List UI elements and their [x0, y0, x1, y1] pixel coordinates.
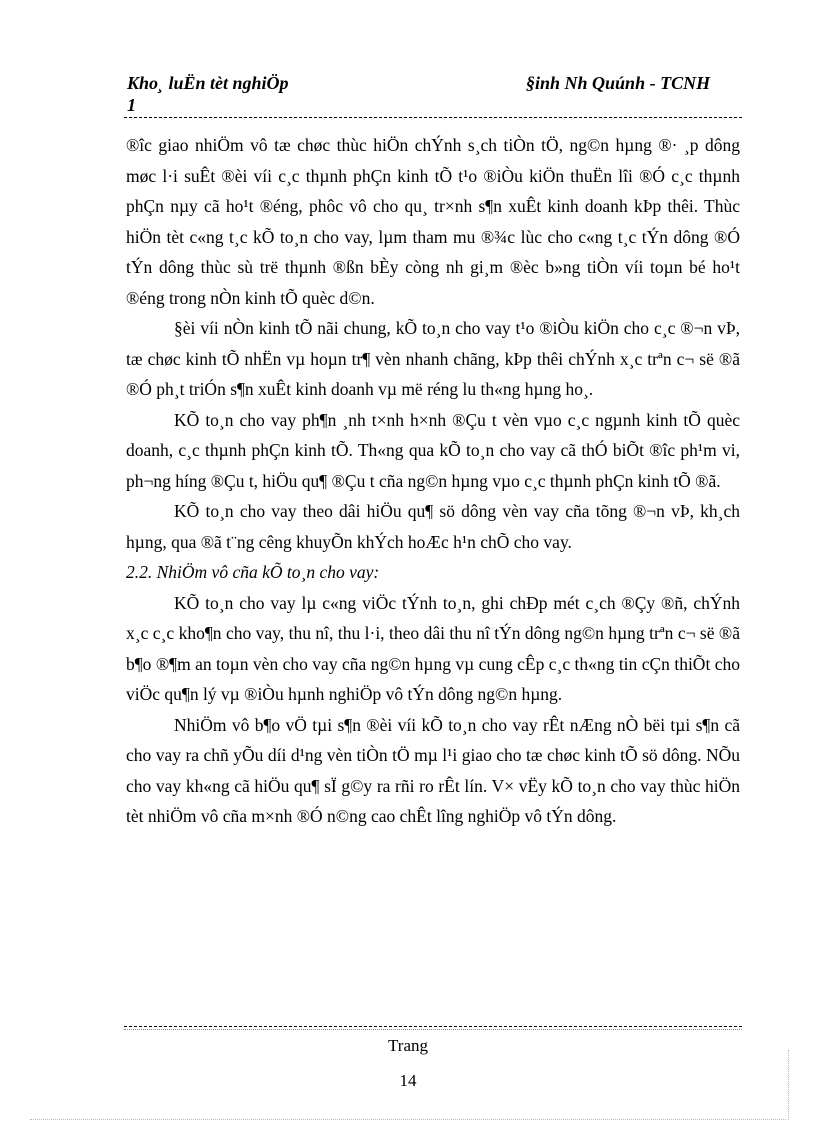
- page-corner-dotted: [788, 1050, 789, 1120]
- footer-label: Trang: [388, 1036, 428, 1055]
- paragraph: KÕ to¸n cho vay ph¶n ¸nh t×nh h×nh ®Çu t vèn vµo c¸c ngµnh kinh tÕ quèc doanh, c¸c thµnh phÇn kinh tÕ. Th«ng qua kÕ to¸n cho vay cã thÓ biÕt ®îc ph¹m vi, ph¬ng híng ®Çu t, hiÖu qu¶ ®Çu t cña ng©n hµng vµo c¸c thµnh phÇn kinh tÕ ®ã.: [126, 409, 740, 491]
- body-text: [126, 130, 740, 832]
- footer-divider-dotted: [124, 1029, 742, 1030]
- paragraph: §èi víi nÒn kinh tÕ nãi chung, kÕ to¸n cho vay t¹o ®iÒu kiÖn cho c¸c ®¬n vÞ, tæ chøc kinh tÕ nhËn vµ hoµn tr¶ vèn nhanh chãng, kÞp thêi chÝnh x¸c trªn c¬ së ®ã ®Ó ph¸t triÓn s¶n xuÊt kinh doanh vµ më réng lu th«ng hµng ho¸.: [126, 318, 740, 399]
- page-edge-dotted: [30, 1119, 786, 1120]
- page-number: 14: [399, 1071, 417, 1090]
- header-divider: [124, 117, 742, 118]
- paragraph: KÕ to¸n cho vay lµ c«ng viÖc tÝnh to¸n, ghi chÐp mét c¸ch ®Çy ®ñ, chÝnh x¸c c¸c kho¶n cho vay, thu nî, thu l·i, theo dâi thu nî tÝn dông ng©n hµng trªn c¬ së ®ã b¶o ®¶m an toµn vèn cho vay cña ng©n hµng vµ cung cÊp c¸c th«ng tin cÇn thiÕt cho viÖc qu¶n lý vµ ®iÒu hµnh nghiÖp vô tÝn dông ng©n hµng.: [126, 592, 740, 704]
- section-heading: 2.2. NhiÖm vô cña kÕ to¸n cho vay:: [126, 562, 380, 582]
- paragraph: ®îc giao nhiÖm vô tæ chøc thùc hiÖn chÝnh s¸ch tiÒn tÖ, ng©n hµng ®· ¸p dông møc l·i suÊt ®èi víi c¸c thµnh phÇn kinh tÕ t¹o ®iÒu kiÖn thuËn lîi ®Ó c¸c thµnh phÇn nµy cã ho¹t ®éng, phôc vô cho qu¸ tr×nh s¶n xuÊt kinh doanh kÞp thêi. Thùc hiÖn tèt c«ng t¸c kÕ to¸n cho vay, lµm tham mu ®¾c lùc cho c«ng t¸c tÝn dông ®Ó tÝn dông thùc sù trë thµnh ®ßn bÈy còng nh gi¸m ®èc b»ng tiÒn víi toµn bé ho¹t ®éng trong nÒn kinh tÕ quèc d©n.: [126, 135, 740, 308]
- header-author: §inh Nh Quúnh - TCNH: [526, 73, 711, 93]
- header-number: 1: [127, 95, 136, 115]
- header-title: Kho¸ luËn tèt nghiÖp: [127, 73, 289, 93]
- footer-divider: [124, 1026, 742, 1027]
- paragraph: NhiÖm vô b¶o vÖ tµi s¶n ®èi víi kÕ to¸n cho vay rÊt nÆng nÒ bëi tµi s¶n cã cho vay ra chñ yÕu díi d¹ng vèn tiÒn tÖ mµ l¹i giao cho tæ chøc kinh tÕ sö dông. NÕu cho vay kh«ng cã hiÖu qu¶ sÏ g©y ra rñi ro rÊt lín. V× vËy kÕ to¸n cho vay thùc hiÖn tèt nhiÖm vô cña m×nh ®Ó n©ng cao chÊt lîng nghiÖp vô tÝn dông.: [126, 714, 740, 826]
- paragraph: KÕ to¸n cho vay theo dâi hiÖu qu¶ sö dông vèn vay cña tõng ®¬n vÞ, kh¸ch hµng, qua ®ã t¨ng cêng khuyÕn khÝch hoÆc h¹n chÕ cho vay.: [126, 501, 740, 552]
